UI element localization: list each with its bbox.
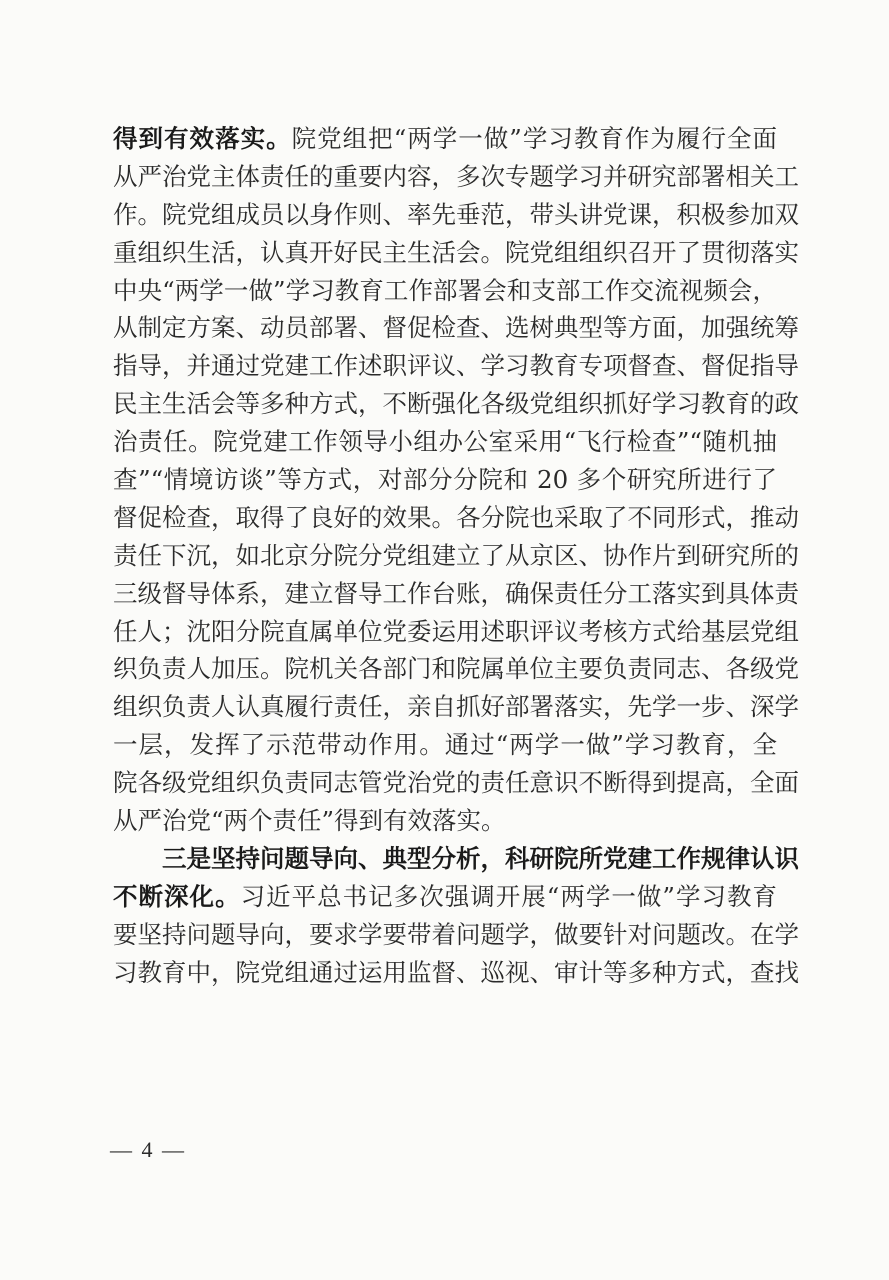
line-text: 民主生活会等多种方式，不断强化各级党组织抓好学习教育的政 bbox=[113, 389, 799, 419]
section-heading: 三是坚持问题导向、典型分析，科研院所党建工作规律认识 bbox=[162, 843, 799, 873]
text-line-6 bbox=[113, 309, 799, 347]
line-text: 一层，发挥了示范带动作用。通过“两学一做”学习教育，全 bbox=[113, 730, 777, 760]
line-text: 任人；沈阳分院直属单位党委运用述职评议考核方式给基层党组 bbox=[113, 616, 799, 646]
line-text: 三级督导体系，建立督导工作台账，确保责任分工落实到具体责 bbox=[113, 578, 799, 608]
text-line-22 bbox=[113, 916, 799, 954]
page-number: — 4 — bbox=[110, 1137, 186, 1162]
text-line-19 bbox=[113, 802, 777, 840]
line-text: 从严治党主体责任的重要内容，多次专题学习并研究部署相关工 bbox=[113, 161, 799, 191]
line-text: 重组织生活，认真开好民主生活会。院党组组织召开了贯彻落实 bbox=[113, 237, 799, 267]
text-line-7 bbox=[113, 347, 799, 385]
text-line-3 bbox=[113, 196, 799, 234]
line-text: 作。院党组成员以身作则、率先垂范，带头讲党课，积极参加双 bbox=[113, 199, 799, 229]
line-text: 从严治党“两个责任”得到有效落实。 bbox=[113, 806, 506, 836]
line-text: 指导，并通过党建工作述职评议、学习教育专项督查、督促指导 bbox=[113, 351, 799, 381]
line-text: 治责任。院党建工作领导小组办公室采用“飞行检查”“随机抽 bbox=[113, 427, 777, 457]
text-line-16 bbox=[113, 688, 799, 726]
text-line-10 bbox=[113, 461, 777, 499]
text-line-8 bbox=[113, 385, 799, 423]
line-text: 中央“两学一做”学习教育工作部署会和支部工作交流视频会， bbox=[113, 275, 777, 305]
bold-phrase: 不断深化。 bbox=[113, 881, 241, 911]
line-text: 从制定方案、动员部署、督促检查、选树典型等方面，加强统筹 bbox=[113, 313, 799, 343]
line-text: 院党组把“两学一做”学习教育作为履行全面 bbox=[291, 124, 777, 153]
section-heading-line bbox=[113, 840, 799, 878]
line-text: 织负责人加压。院机关各部门和院属单位主要负责同志、各级党 bbox=[113, 654, 799, 684]
text-line-5 bbox=[113, 272, 777, 310]
text-line-14 bbox=[113, 613, 799, 651]
line-text: 习教育中，院党组通过运用监督、巡视、审计等多种方式，查找 bbox=[113, 957, 799, 987]
text-line-15 bbox=[113, 650, 799, 688]
line-text: 查”“情境访谈”等方式，对部分分院和 20 多个研究所进行了 bbox=[113, 465, 777, 495]
line-text: 组织负责人认真履行责任，亲自抓好部署落实，先学一步、深学 bbox=[113, 692, 799, 722]
line-text: 要坚持问题导向，要求学要带着问题学，做要针对问题改。在学 bbox=[113, 919, 799, 949]
text-line-21 bbox=[113, 878, 777, 916]
text-line-12 bbox=[113, 537, 799, 575]
line-text: 责任下沉，如北京分院分党组建立了从京区、协作片到研究所的 bbox=[113, 540, 799, 570]
text-line-2 bbox=[113, 158, 799, 196]
bold-phrase: 得到有效落实。 bbox=[113, 124, 292, 153]
line-text: 习近平总书记多次强调开展“两学一做”学习教育 bbox=[240, 881, 777, 911]
text-line-18 bbox=[113, 764, 799, 802]
text-line-23 bbox=[113, 954, 799, 992]
text-line-13 bbox=[113, 575, 799, 613]
body-text bbox=[113, 120, 799, 991]
line-text: 院各级党组织负责同志管党治党的责任意识不断得到提高，全面 bbox=[113, 768, 799, 798]
text-line-1 bbox=[113, 120, 777, 158]
text-line-4 bbox=[113, 234, 799, 272]
text-line-11 bbox=[113, 499, 799, 537]
text-line-17 bbox=[113, 726, 777, 764]
text-line-9 bbox=[113, 423, 777, 461]
line-text: 督促检查，取得了良好的效果。各分院也采取了不同形式，推动 bbox=[113, 502, 799, 532]
